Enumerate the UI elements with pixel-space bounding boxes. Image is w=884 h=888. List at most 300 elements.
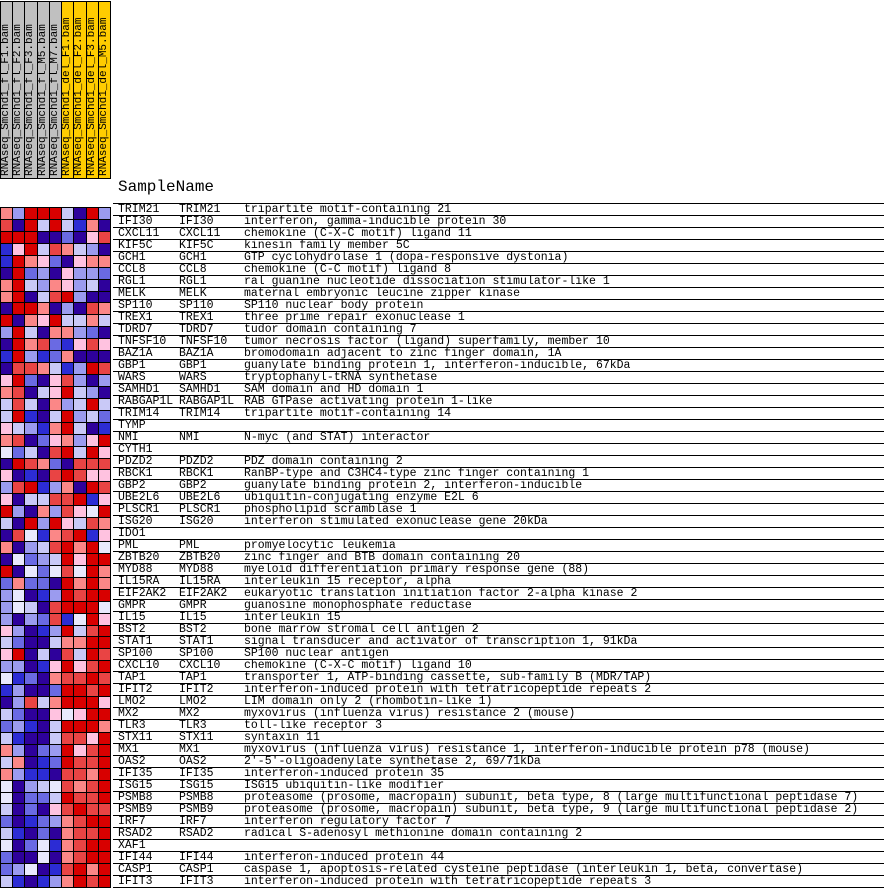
heatmap-cell [74,685,85,696]
heatmap-cell [74,423,85,434]
gene-row [113,828,884,840]
gene-symbol: PSMB8 [118,792,153,804]
heatmap-cell [99,518,110,529]
heatmap-cell [13,578,24,589]
gene-name: IFI44 [179,852,214,864]
gene-symbol: GBP1 [118,360,146,372]
gene-row [113,744,884,756]
heatmap-cell [38,578,49,589]
heatmap-cell [25,268,36,279]
gene-description: interleukin 15 [244,612,341,624]
heatmap-cell [25,709,36,720]
heatmap-cell [13,339,24,350]
heatmap-cell [50,554,61,565]
heatmap-cell [13,745,24,756]
heatmap-cell [38,220,49,231]
heatmap-cell [38,256,49,267]
heatmap-cell [38,447,49,458]
heatmap-cell [38,876,49,887]
heatmap-cell [38,280,49,291]
heatmap-cell [38,721,49,732]
heatmap-cell [62,614,73,625]
heatmap-cell [62,566,73,577]
heatmap-cell [13,280,24,291]
heatmap-cell [25,852,36,863]
heatmap-cell [87,721,98,732]
heatmap-cell [62,435,73,446]
gene-symbol: GMPR [118,600,146,612]
heatmap-cell [38,268,49,279]
heatmap-cell [50,482,61,493]
gene-symbol: IL15 [118,612,146,624]
heatmap-cell [62,268,73,279]
gene-name: GBP1 [179,360,207,372]
gene-description: proteasome (prosome, macropain) subunit, beta type, 9 (large multifunctional peptidase 2) [244,804,859,816]
gene-symbol: CXCL10 [118,660,160,672]
heatmap-cell [50,244,61,255]
heatmap-cell [87,554,98,565]
gene-description: guanylate binding protein 2, interferon-inducible [244,480,583,492]
gene-row [113,396,884,408]
heatmap-cell [50,733,61,744]
gene-name: PLSCR1 [179,504,221,516]
heatmap-cell [87,280,98,291]
heatmap-cell [13,852,24,863]
heatmap-cell [38,709,49,720]
heatmap-cell [13,399,24,410]
heatmap-cell [74,757,85,768]
gene-name: OAS2 [179,756,207,768]
gene-description: tripartite motif-containing 21 [244,204,452,216]
gene-row [113,552,884,564]
gene-symbol: GBP2 [118,480,146,492]
heatmap-cell [50,626,61,637]
heatmap-cell [99,494,110,505]
heatmap-cell [99,864,110,875]
gene-symbol: CYTH1 [118,444,153,456]
heatmap-cell [1,447,12,458]
gene-symbol: IFIT3 [118,876,153,888]
heatmap-cell [87,435,98,446]
gene-symbol: RSAD2 [118,828,153,840]
heatmap-cell [99,399,110,410]
heatmap-cell [38,411,49,422]
heatmap-cell [87,399,98,410]
heatmap-cell [99,315,110,326]
heatmap-cell [25,840,36,851]
heatmap-cell [99,220,110,231]
heatmap-cell [87,303,98,314]
gene-row [113,804,884,816]
heatmap-cell [74,578,85,589]
gene-description: RAB GTPase activating protein 1-like [244,396,493,408]
gene-description: N-myc (and STAT) interactor [244,432,431,444]
heatmap-cell [87,590,98,601]
heatmap-cell [74,292,85,303]
heatmap-cell [38,745,49,756]
gene-description: bone marrow stromal cell antigen 2 [244,624,479,636]
gene-row [113,636,884,648]
heatmap-cell [99,482,110,493]
heatmap-cell [38,757,49,768]
heatmap-cell [74,697,85,708]
heatmap-cell [1,339,12,350]
heatmap-cell [99,363,110,374]
heatmap-cell [38,685,49,696]
heatmap-cell [25,280,36,291]
gene-description: maternal embryonic leucine zipper kinase [244,288,521,300]
heatmap-cell [13,411,24,422]
heatmap-cell [1,721,12,732]
heatmap-cell [99,673,110,684]
heatmap-cell [1,697,12,708]
heatmap-cell [74,649,85,660]
heatmap-cell [25,566,36,577]
heatmap-cell [25,602,36,613]
heatmap-cell [1,614,12,625]
gene-description: transporter 1, ATP-binding cassette, sub-family B (MDR/TAP) [244,672,652,684]
heatmap-cell [99,840,110,851]
gene-description: zinc finger and BTB domain containing 20 [244,552,521,564]
gene-name: KIF5C [179,240,214,252]
heatmap-cell [25,733,36,744]
heatmap-cell [74,637,85,648]
heatmap-cell [1,244,12,255]
heatmap-cell [62,292,73,303]
heatmap-cell [25,232,36,243]
gene-description: guanylate binding protein 1, interferon-inducible, 67kDa [244,360,631,372]
heatmap-cell [13,470,24,481]
heatmap-cell [62,220,73,231]
heatmap-cell [99,554,110,565]
heatmap-cell [50,399,61,410]
heatmap-cell [62,363,73,374]
gene-symbol: RBCK1 [118,468,153,480]
heatmap-cell [50,435,61,446]
heatmap-cell [74,852,85,863]
heatmap-cell [13,375,24,386]
gene-row [113,840,884,852]
gene-description: signal transducer and activator of transcription 1, 91kDa [244,636,638,648]
heatmap-cell [50,375,61,386]
gene-description: ral guanine nucleotide dissociation stimulator-like 1 [244,276,610,288]
heatmap-cell [87,208,98,219]
gene-row [113,540,884,552]
heatmap-cell [62,494,73,505]
heatmap-cell [62,578,73,589]
heatmap-cell [62,327,73,338]
heatmap-cell [87,733,98,744]
heatmap-cell [99,578,110,589]
heatmap-cell [50,590,61,601]
gene-symbol: XAF1 [118,840,146,852]
heatmap-cell [99,566,110,577]
heatmap-cell [50,757,61,768]
heatmap-cell [99,292,110,303]
heatmap-cell [87,232,98,243]
heatmap-cell [13,220,24,231]
heatmap-cell [50,256,61,267]
heatmap-cell [87,470,98,481]
heatmap-cell [62,828,73,839]
heatmap-cell [74,709,85,720]
heatmap-cell [1,327,12,338]
heatmap-cell [13,649,24,660]
heatmap-cell [99,757,110,768]
heatmap-cell [50,220,61,231]
heatmap-cell [50,864,61,875]
heatmap-cell [1,661,12,672]
gene-name: CCL8 [179,264,207,276]
heatmap-cell [13,602,24,613]
heatmap-cell [99,327,110,338]
heatmap-cell [74,745,85,756]
heatmap-cell [87,363,98,374]
heatmap-cell [50,745,61,756]
heatmap-cell [25,411,36,422]
gene-name: TAP1 [179,672,207,684]
gene-row [113,588,884,600]
heatmap-cell [38,303,49,314]
gene-row [113,372,884,384]
gene-row [113,732,884,744]
gene-description: ubiquitin-conjugating enzyme E2L 6 [244,492,479,504]
heatmap-cell [62,661,73,672]
heatmap-cell [62,351,73,362]
heatmap-cell [13,614,24,625]
heatmap-cell [50,292,61,303]
gene-description: three prime repair exonuclease 1 [244,312,465,324]
heatmap-cell [13,793,24,804]
heatmap-cell [99,375,110,386]
gene-row [113,852,884,864]
gene-description: eukaryotic translation initiation factor 2-alpha kinase 2 [244,588,638,600]
heatmap-cell [25,387,36,398]
heatmap-cell [13,268,24,279]
gene-symbol: SAMHD1 [118,384,160,396]
gene-name: TRIM14 [179,408,221,420]
heatmap-cell [25,673,36,684]
heatmap-cell [38,470,49,481]
heatmap-cell [38,626,49,637]
heatmap-cell [99,280,110,291]
heatmap-cell [25,220,36,231]
heatmap-cell [1,399,12,410]
heatmap-cell [99,351,110,362]
gene-row [113,252,884,264]
heatmap-cell [25,315,36,326]
heatmap-cell [38,351,49,362]
heatmap-cell [13,876,24,887]
heatmap-cell [62,840,73,851]
gene-row [113,684,884,696]
heatmap-cell [38,816,49,827]
heatmap-cell [99,614,110,625]
gene-symbol: UBE2L6 [118,492,160,504]
heatmap-cell [87,447,98,458]
heatmap-cell [99,268,110,279]
heatmap-cell [1,435,12,446]
gene-row [113,348,884,360]
heatmap-cell [1,745,12,756]
heatmap-cell [1,876,12,887]
heatmap-cell [50,637,61,648]
heatmap-cell [50,232,61,243]
heatmap-cell [38,554,49,565]
gene-name: ISG15 [179,780,214,792]
heatmap-cell [62,232,73,243]
heatmap-cell [13,566,24,577]
heatmap-cell [1,554,12,565]
heatmap-cell [74,339,85,350]
gene-name: LMO2 [179,696,207,708]
heatmap-cell [1,256,12,267]
heatmap-cell [99,816,110,827]
gene-symbol: PDZD2 [118,456,153,468]
gene-symbol: IFI30 [118,216,153,228]
heatmap-cell [50,578,61,589]
heatmap-cell [62,554,73,565]
heatmap-cell [13,506,24,517]
gene-row [113,504,884,516]
heatmap-cell [87,840,98,851]
heatmap-cell [87,339,98,350]
heatmap-cell [38,363,49,374]
gene-symbol: BAZ1A [118,348,153,360]
heatmap-cell [74,590,85,601]
gene-row [113,648,884,660]
heatmap-cell [62,769,73,780]
heatmap-cell [1,387,12,398]
heatmap-cell [87,769,98,780]
sample-column-headers [0,1,111,179]
heatmap-cell [62,375,73,386]
gene-row [113,492,884,504]
gene-name: MX2 [179,708,200,720]
heatmap-cell [1,518,12,529]
heatmap-cell [50,387,61,398]
heatmap-cell [1,828,12,839]
gene-name: GBP2 [179,480,207,492]
gene-description: chemokine (C-X-C motif) ligand 11 [244,228,472,240]
heatmap-cell [74,244,85,255]
heatmap-cell [13,721,24,732]
heatmap-cell [87,578,98,589]
heatmap-cell [74,769,85,780]
heatmap-cell [13,387,24,398]
heatmap-cell [13,864,24,875]
heatmap-cell [13,542,24,553]
gene-symbol: IDO1 [118,528,146,540]
heatmap-cell [13,351,24,362]
heatmap-cell [1,303,12,314]
heatmap-cell [74,828,85,839]
gene-row [113,696,884,708]
heatmap-cell [38,852,49,863]
gene-symbol: WARS [118,372,146,384]
heatmap-cell [13,530,24,541]
heatmap-cell [50,804,61,815]
gene-name: SAMHD1 [179,384,221,396]
heatmap-cell [38,637,49,648]
heatmap-cell [87,327,98,338]
heatmap-cell [50,721,61,732]
gene-description: SP110 nuclear body protein [244,300,424,312]
gene-name: BAZ1A [179,348,214,360]
gene-row [113,864,884,876]
sample-label: RNAseq_Smchd1_fl_F3.bam [24,24,37,176]
heatmap-cell [74,518,85,529]
heatmap-cell [25,423,36,434]
heatmap-cell [50,268,61,279]
heatmap-cell [87,315,98,326]
gene-name: PML [179,540,200,552]
gene-symbol: RABGAP1L [118,396,174,408]
heatmap-cell [74,733,85,744]
gene-name: NMI [179,432,200,444]
heatmap-cell [87,375,98,386]
heatmap-cell [13,423,24,434]
gene-symbol: TRIM14 [118,408,160,420]
heatmap-cell [74,626,85,637]
gene-name: IRF7 [179,816,207,828]
heatmap-cell [62,208,73,219]
gene-symbol: SP110 [118,300,153,312]
heatmap-cell [38,506,49,517]
heatmap-cell [38,292,49,303]
heatmap-cell [1,315,12,326]
heatmap-cell [13,447,24,458]
gene-symbol: PML [118,540,139,552]
heatmap-cell [25,804,36,815]
gene-row [113,780,884,792]
heatmap-cell [38,566,49,577]
heatmap-cell [87,709,98,720]
heatmap-cell [1,864,12,875]
heatmap-cell [13,315,24,326]
heatmap-cell [25,554,36,565]
heatmap-cell [87,626,98,637]
heatmap-cell [62,506,73,517]
heatmap-cell [87,602,98,613]
heatmap-cell [99,733,110,744]
gene-row [113,756,884,768]
heatmap-cell [99,590,110,601]
sample-label: RNAseq_Smchd1_del_M5.bam [97,17,110,176]
gene-name: CXCL11 [179,228,221,240]
heatmap-cell [50,494,61,505]
gene-symbol: CXCL11 [118,228,160,240]
gene-symbol: IFIT2 [118,684,153,696]
heatmap-cell [87,542,98,553]
heatmap-cell [62,864,73,875]
heatmap-cell [13,661,24,672]
heatmap-cell [25,864,36,875]
gene-name: STX11 [179,732,214,744]
heatmap-cell [25,292,36,303]
heatmap-cell [87,411,98,422]
heatmap-cell [1,637,12,648]
heatmap-cell [62,530,73,541]
heatmap-cell [38,614,49,625]
heatmap-cell [74,470,85,481]
gene-name: TNFSF10 [179,336,228,348]
gene-description: interferon, gamma-inducible protein 30 [244,216,507,228]
heatmap-cell [99,876,110,887]
heatmap-cell [62,745,73,756]
heatmap-cell [74,387,85,398]
heatmap-cell [74,530,85,541]
